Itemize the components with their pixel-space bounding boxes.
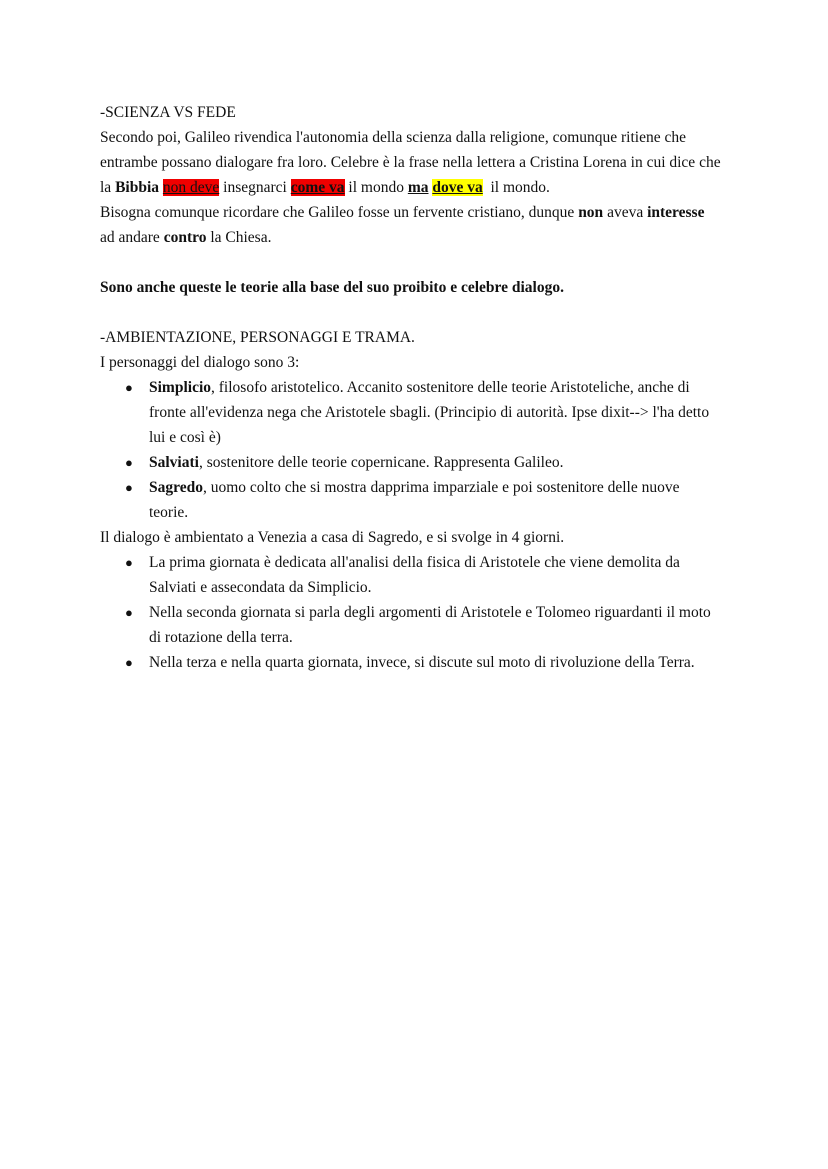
blank-line	[100, 250, 740, 275]
text-run: la Chiesa.	[206, 229, 272, 246]
text-run: Sagredo	[149, 479, 203, 496]
text-run: la	[100, 179, 116, 196]
text-run: Sono anche queste le teorie alla base del suo proibito e celebre dialogo.	[100, 279, 564, 296]
blank-line	[100, 300, 740, 325]
text-run: Salviati e assecondata da Simplicio.	[149, 579, 372, 596]
highlighted-text: dove va	[432, 179, 483, 196]
text-run: , uomo colto che si mostra dapprima imparziale e poi sostenitore delle nuove	[202, 479, 680, 496]
text-line	[100, 500, 740, 525]
text-run: entrambe possano dialogare fra loro. Celebre è la frase nella lettera a Cristina Lorena in cui dice che	[100, 154, 721, 171]
list-item	[100, 650, 740, 675]
text-run: fronte all'evidenza nega che Aristotele sbagli. (Principio di autorità. Ipse dixit--> l'ha detto	[149, 404, 710, 421]
text-run: interesse	[647, 204, 705, 221]
text-line	[100, 625, 740, 650]
text-run: non	[578, 204, 604, 221]
list-item	[100, 600, 740, 625]
text-run: Salviati	[149, 454, 199, 471]
text-run: il mondo	[344, 179, 408, 196]
text-line	[100, 325, 740, 350]
document-body	[100, 100, 740, 675]
text-line	[100, 575, 740, 600]
text-run: , sostenitore delle teorie copernicane. Rappresenta Galileo.	[198, 454, 564, 471]
text-run: di rotazione della terra.	[149, 629, 293, 646]
highlighted-text: come va	[290, 179, 345, 196]
text-line	[100, 350, 740, 375]
text-run: Nella terza e nella quarta giornata, invece, si discute sul moto di rivoluzione della Terra.	[149, 654, 695, 671]
text-line	[100, 150, 740, 175]
list-item	[100, 450, 740, 475]
text-run: Bibbia	[115, 179, 160, 196]
text-line	[100, 275, 740, 300]
text-line	[100, 525, 740, 550]
text-run: La prima giornata è dedicata all'analisi della fisica di Aristotele che viene demolita da	[149, 554, 680, 571]
text-run: aveva	[603, 204, 648, 221]
text-run: Secondo poi, Galileo rivendica l'autonomia della scienza dalla religione, comunque ritiene che	[100, 129, 686, 146]
text-run: -AMBIENTAZIONE, PERSONAGGI E TRAMA.	[100, 329, 415, 346]
text-run: Nella seconda giornata si parla degli argomenti di Aristotele e Tolomeo riguardanti il moto	[149, 604, 711, 621]
text-run: Bisogna comunque ricordare che Galileo fosse un fervente cristiano, dunque	[100, 204, 579, 221]
text-run: -SCIENZA VS FEDE	[100, 104, 236, 121]
text-run: Il dialogo è ambientato a Venezia a casa di Sagredo, e si svolge in 4 giorni.	[100, 529, 565, 546]
text-run: Simplicio	[149, 379, 212, 396]
highlighted-text: non deve	[162, 179, 220, 196]
bullet-icon: ●	[125, 605, 133, 620]
text-line	[100, 200, 740, 225]
text-run: ma	[407, 179, 429, 196]
text-run: insegnarci	[219, 179, 291, 196]
bullet-icon: ●	[125, 480, 133, 495]
text-line	[100, 175, 740, 200]
text-line	[100, 225, 740, 250]
text-run: il mondo.	[482, 179, 550, 196]
text-line	[100, 400, 740, 425]
list-item	[100, 375, 740, 400]
list-item	[100, 475, 740, 500]
text-line	[100, 100, 740, 125]
text-line	[100, 125, 740, 150]
bullet-icon: ●	[125, 555, 133, 570]
text-run: I personaggi del dialogo sono 3:	[100, 354, 300, 371]
text-line	[100, 425, 740, 450]
text-run: ad andare	[100, 229, 164, 246]
text-run: lui e così è)	[149, 429, 221, 446]
bullet-icon: ●	[125, 455, 133, 470]
list-item	[100, 550, 740, 575]
text-run: , filosofo aristotelico. Accanito sostenitore delle teorie Aristoteliche, anche di	[211, 379, 690, 396]
text-run: contro	[163, 229, 207, 246]
text-run: teorie.	[149, 504, 189, 521]
bullet-icon: ●	[125, 380, 133, 395]
bullet-icon: ●	[125, 655, 133, 670]
